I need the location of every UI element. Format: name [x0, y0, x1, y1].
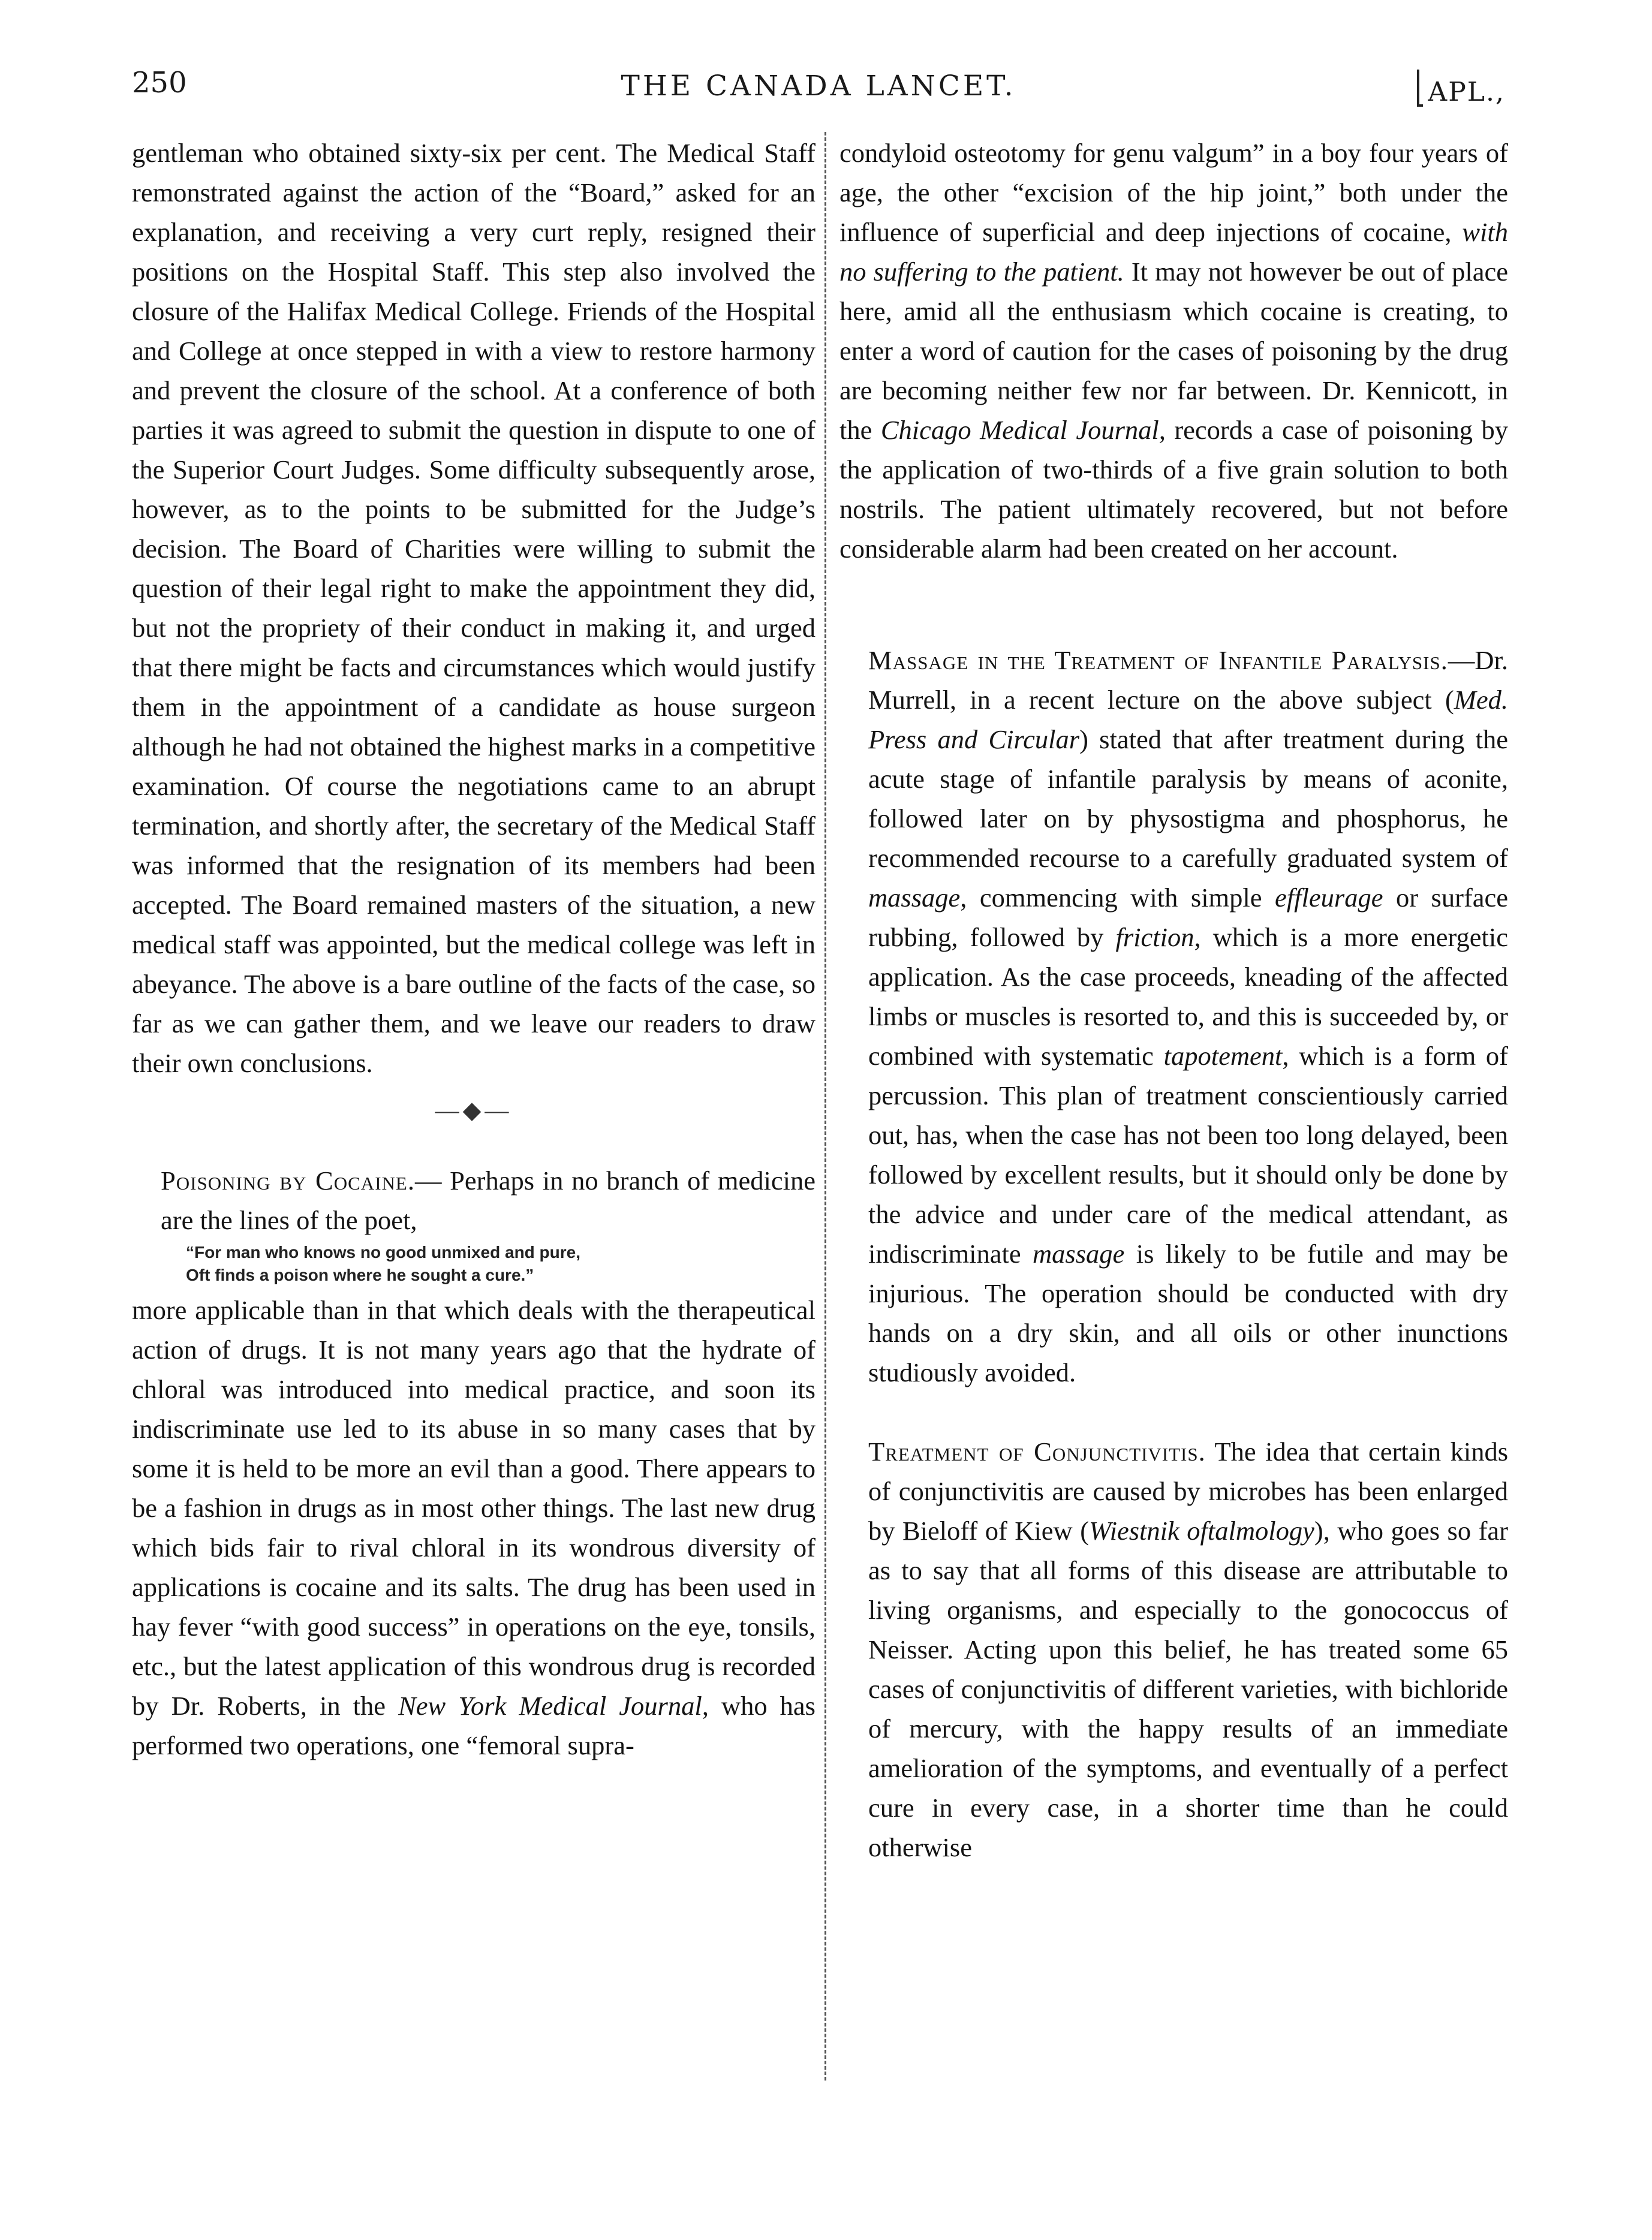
cont-a: condyloid osteotomy for genu valgum” in a boy four years of age, the other “excision of the hip joint,” both under the influence of superficial and deep injections of cocaine, [839, 138, 1508, 247]
massage-t7: is likely to be futile and may be injurious. The operation should be conducted with dry hands on a dry skin, and all oils or other inunctions studiously avoided. [868, 1239, 1509, 1387]
spacer [839, 1392, 1508, 1432]
journal-name-chicago: Chicago Medical Journal, [880, 415, 1166, 445]
term-friction: friction [1115, 922, 1194, 952]
cocaine-body [132, 1290, 816, 1765]
cocaine-intro [132, 1161, 816, 1240]
massage-t3: , commencing with simple [960, 883, 1262, 913]
massage-t4: or surface rubbing, followed by [868, 883, 1509, 952]
massage-t6: , which is a form of percussion. This plan of treatment conscientiously carried out, has, when the case has not been too long delayed, been followed by excellent results, but it should only be done by the advice and under care of the medical attendant, as indiscriminate [868, 1041, 1508, 1269]
quote-line-1: “For man who knows no good unmixed and pure, [186, 1243, 581, 1261]
halifax-paragraph: gentleman who obtained sixty-six per cent. The Medical Staff remonstrated against the action of the “Board,” asked for an explanation, and receiving a very curt reply, resigned their positions on the Hospital Staff. This step also involved the closure of the Halifax Medical College. Friends of the Hospital and College at once stepped in with a view to restore harmony and prevent the closure of the school. At a conference of both parties it was agreed to submit the question in dispute to one of the Superior Court Judges. Some difficulty subsequently arose, however, as to the points to be submitted for the Judge’s decision. The Board of Charities were willing to submit the question of their legal right to make the appointment they did, but not the propriety of their conduct in making it, and urged that there might be facts and circumstances which would justify them in the appointment of a candidate as house surgeon although he had not obtained the highest marks in a competitive examination. Of course the negotiations came to an abrupt termination, and shortly after, the secretary of the Medical Staff was informed that the resignation of its members had been accepted. The Board remained masters of the situation, a new medical staff was appointed, but the medical college was left in abeyance. The above is a bare outline of the facts of the case, so far as we can gather them, and we leave our readers to draw their own conclusions. [132, 138, 816, 1078]
journal-name-ny: New York Medical Journal, [398, 1691, 709, 1721]
term-massage-2: massage [1033, 1239, 1125, 1269]
cocaine-body-a: more applicable than in that which deals with the therapeutical action of drugs. It is not many years ago that the hydrate of chloral was introduced into medical practice, and soon its indiscriminate use led to its abuse in so many cases that by some it is held to be more an evil than a good. There appears to be a fashion in drugs as in most other things. The last new drug which bids fair to rival chloral in its wondrous diversity of applications is cocaine and its salts. The drug has been used in hay fever “with good success” in operations on the eye, tonsils, etc., but the latest application of this wondrous drug is recorded by Dr. Roberts, in the [132, 1295, 816, 1721]
cocaine-body-b: who has performed two operations, one “femoral supra- [132, 1691, 816, 1760]
conjunctivitis-paragraph [839, 1432, 1508, 1867]
running-head [132, 66, 1505, 120]
conj-t2: ), who goes so far as to say that all forms of this disease are attributable to living organisms, and especially to the gonococcus of Neisser. Acting upon this belief, he has treated some 65 cases of conjunctivitis of different varieties, with bichloride of mercury, with the happy results of an immediate amelioration of the symptoms, and eventually of a perfect cure in every case, in a shorter time than he could otherwise [868, 1516, 1508, 1862]
cont-c: records a case of poisoning by the application of two-thirds of a five grain solution to both nostrils. The patient ultimately recovered, but not before considerable alarm had been created on her account. [839, 415, 1508, 564]
massage-heading: Massage in the Treatment of Infantile Paralysis. [868, 645, 1448, 675]
massage-paragraph [839, 640, 1508, 1392]
quote-line-2: Oft finds a poison where he sought a cure.” [186, 1266, 534, 1284]
spacer [839, 568, 1508, 640]
massage-t1: —Dr. Murrell, in a recent lecture on the above subject ( [868, 645, 1508, 715]
conj-source: Wiestnik oftalmology [1089, 1516, 1314, 1546]
massage-t2: ) stated that after treatment during the acute stage of infantile paralysis by means of aconite, followed later on by physostigma and phosphorus, he recommended recourse to a carefully graduated system of [868, 724, 1508, 873]
cont-b: It may not however be out of place here, amid all the enthusiasm which cocaine is creating, to enter a word of caution for the cases of poisoning by the drug are becoming neither few nor far between. Dr. Kennicott, in the [839, 257, 1509, 445]
massage-source: Med. Press and Circular [868, 685, 1508, 754]
column-rule [825, 132, 826, 2081]
bracket-mark [1417, 70, 1423, 107]
journal-title: THE CANADA LANCET. [621, 70, 1016, 103]
cocaine-heading: Poisoning by Cocaine. [161, 1166, 415, 1196]
issue-month [1417, 70, 1505, 107]
cont-italic: with no suffering to the patient. [839, 217, 1509, 287]
poet-quote [132, 1241, 816, 1287]
conjunctivitis-heading: Treatment of Conjunctivitis. [868, 1437, 1206, 1467]
term-effleurage: effleurage [1275, 883, 1383, 913]
section-divider: —◆— [435, 1097, 513, 1124]
conj-t1: The idea that certain kinds of conjunctivitis are caused by microbes has been enlarged by Bieloff of Kiew ( [868, 1437, 1509, 1546]
massage-t5: , which is a more energetic application. As the case proceeds, kneading of the affected limbs or muscles is resorted to, and this is succeeded by, or combined with systematic [868, 922, 1508, 1071]
cocaine-continued [839, 133, 1508, 568]
cocaine-lead: — Perhaps in no branch of medicine are the lines of the poet, [161, 1166, 816, 1235]
left-column [132, 133, 816, 1765]
right-column [839, 133, 1508, 1867]
term-tapotement: tapotement [1163, 1041, 1283, 1071]
term-massage: massage [868, 883, 961, 913]
issue-month-text: APL., [1428, 77, 1505, 107]
page-number: 250 [132, 66, 187, 100]
